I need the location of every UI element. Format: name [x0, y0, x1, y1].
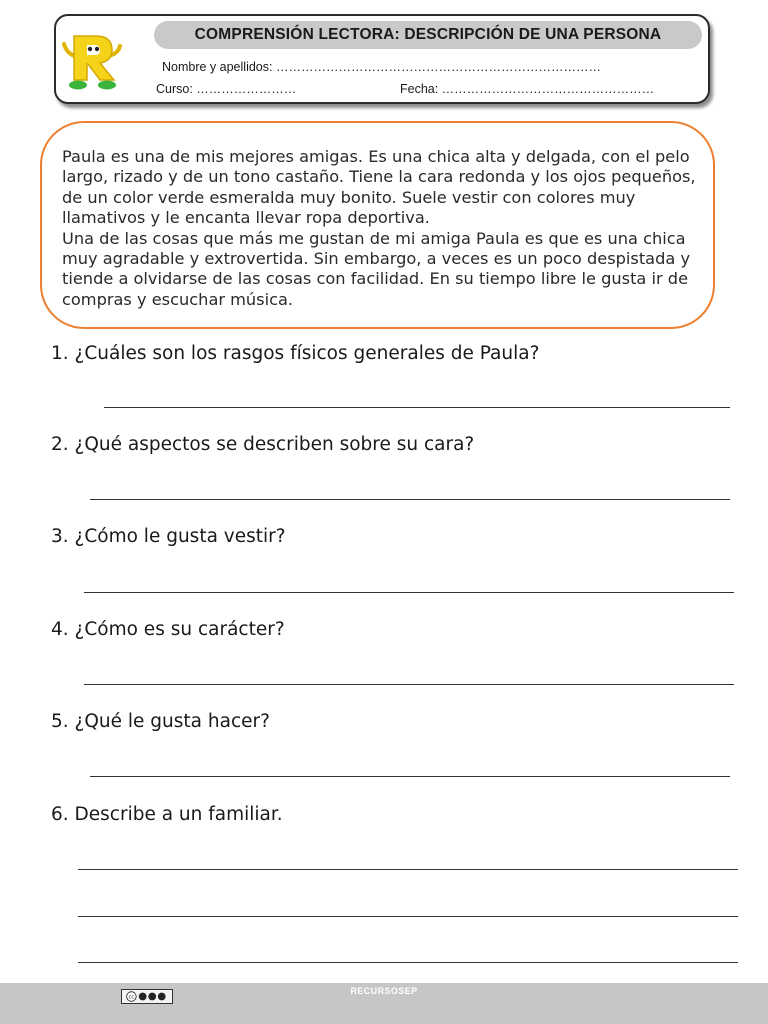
date-field[interactable]: Fecha: …………………………………………… [400, 82, 655, 96]
question-4: 4. ¿Cómo es su carácter? [51, 619, 285, 640]
answer-line-3[interactable] [84, 592, 734, 593]
answer-line-6c[interactable] [78, 962, 738, 963]
question-5: 5. ¿Qué le gusta hacer? [51, 711, 270, 732]
reading-paragraph-1: Paula es una de mis mejores amigas. Es una chica alta y delgada, con el pelo largo, rizado y de un tono castaño. Tiene la cara redonda y los ojos pequeños, de un color verde esmeralda muy bonito. Suele vestir con colores muy llamativos y le encanta llevar ropa deportiva. [62, 147, 696, 228]
answer-line-6b[interactable] [78, 916, 738, 917]
reading-paragraph-2: Una de las cosas que más me gustan de mi amiga Paula es que es una chica muy agradable y extrovertida. Sin embargo, a veces es un poco despistada y tiende a olvidarse de las cosas con facilidad. En su tiempo libre le gusta ir de compras y escuchar música. [62, 228, 691, 309]
answer-line-4[interactable] [84, 684, 734, 685]
footer-brand: RECURSOSEP [350, 986, 418, 996]
worksheet-title: COMPRENSIÓN LECTORA: DESCRIPCIÓN DE UNA PERSONA [154, 21, 702, 49]
reading-passage-box [40, 121, 715, 329]
answer-line-1[interactable] [104, 407, 730, 408]
course-field[interactable]: Curso: …………………… [156, 82, 297, 96]
answer-line-2[interactable] [90, 499, 730, 500]
answer-line-5[interactable] [90, 776, 730, 777]
r-mascot-logo-icon [60, 30, 126, 92]
reading-passage [62, 147, 702, 310]
answer-line-6a[interactable] [78, 869, 738, 870]
name-field[interactable]: Nombre y apellidos: …………………………………………………………………… [162, 60, 601, 74]
header-box [54, 14, 710, 104]
question-2: 2. ¿Qué aspectos se describen sobre su cara? [51, 434, 475, 455]
question-6: 6. Describe a un familiar. [51, 804, 283, 825]
question-3: 3. ¿Cómo le gusta vestir? [51, 526, 286, 547]
question-1: 1. ¿Cuáles son los rasgos físicos generales de Paula? [51, 343, 540, 364]
footer-bar [0, 983, 768, 1024]
svg-text:cc: cc [128, 994, 135, 1001]
